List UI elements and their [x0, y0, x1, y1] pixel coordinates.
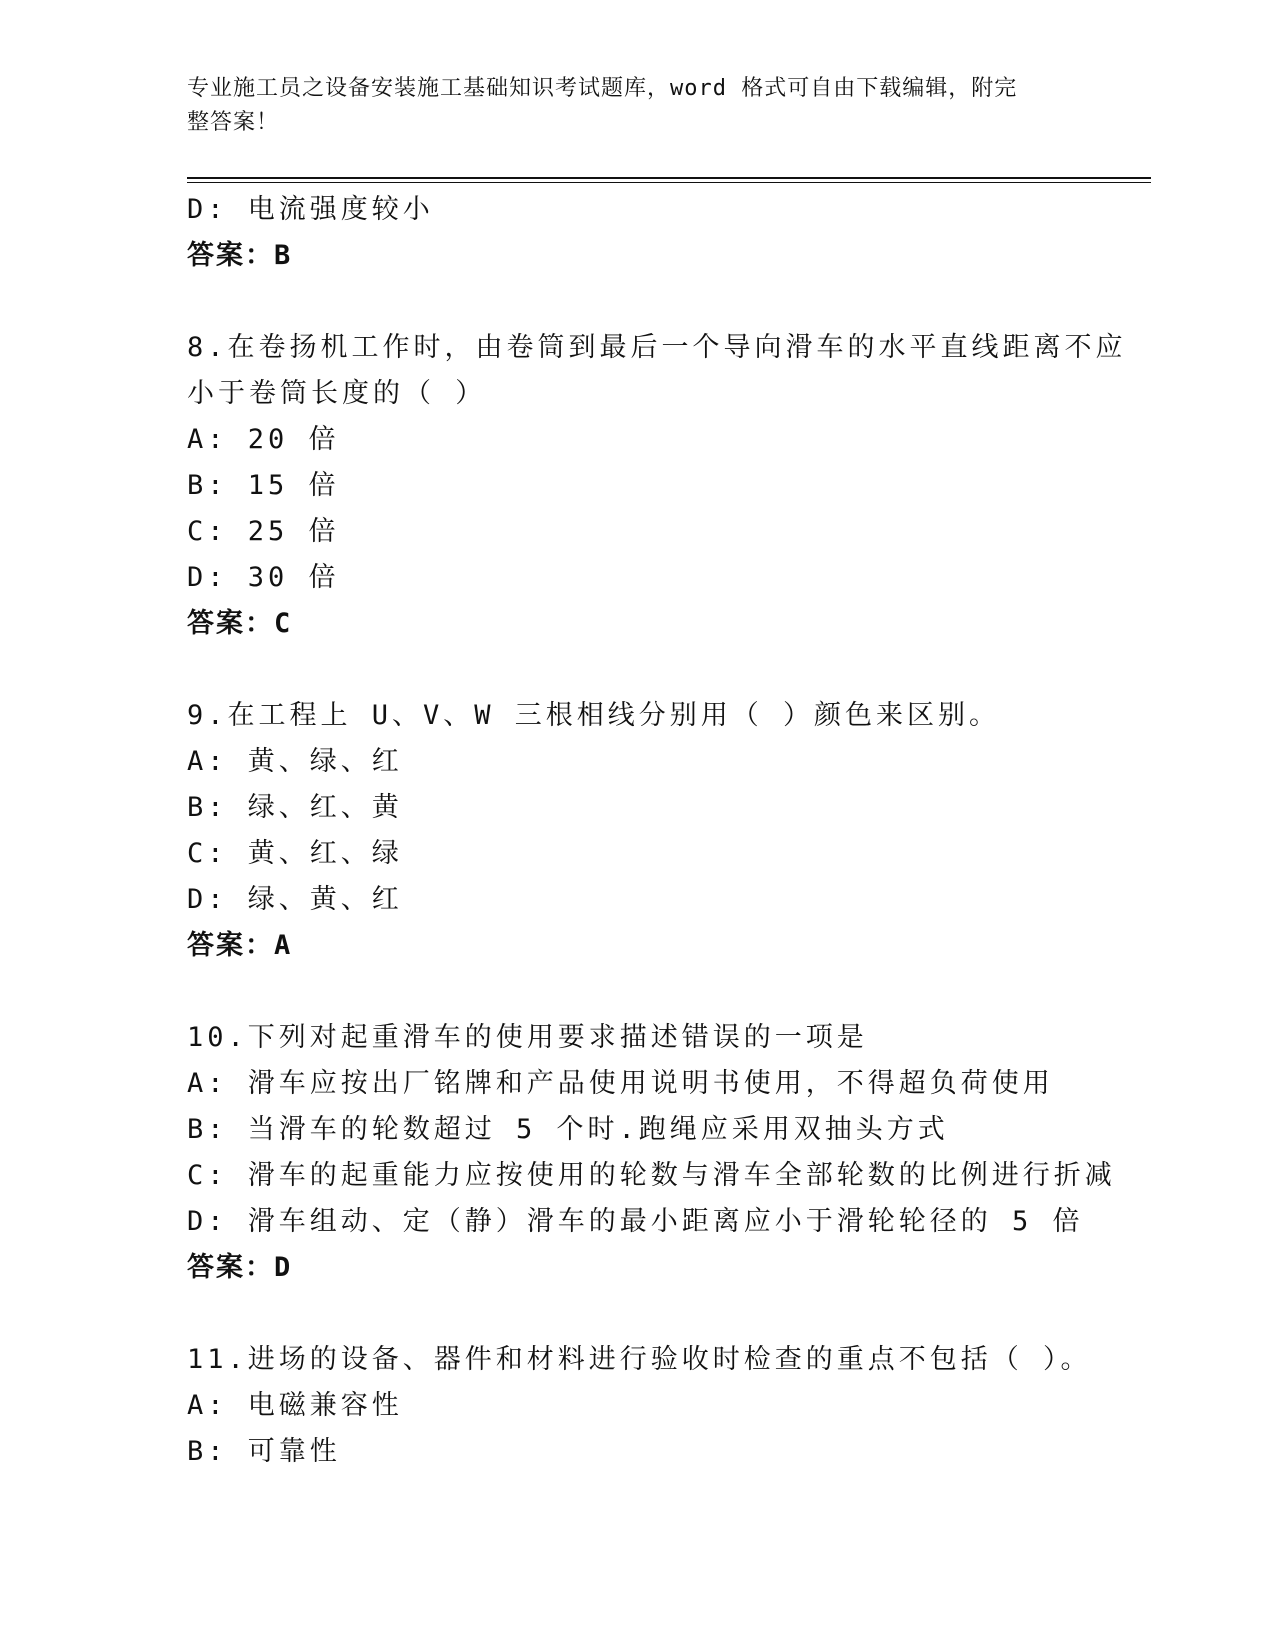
header-text-line1: 专业施工员之设备安装施工基础知识考试题库，word 格式可自由下载编辑，附完	[187, 76, 1018, 101]
option-c: C: 25 倍	[187, 516, 340, 547]
prev-question-tail	[187, 187, 1087, 279]
question-9	[187, 693, 1087, 969]
answer-line: 答案：B	[187, 240, 293, 271]
answer-line: 答案：A	[187, 930, 293, 961]
question-stem: 8.在卷扬机工作时，由卷筒到最后一个导向滑车的水平直线距离不应	[187, 332, 1127, 363]
option-b: B: 当滑车的轮数超过 5 个时.跑绳应采用双抽头方式	[187, 1114, 949, 1145]
answer-line: 答案：C	[187, 608, 293, 639]
option-a: A: 20 倍	[187, 424, 340, 455]
option-b: B: 绿、红、黄	[187, 792, 403, 823]
question-stem: 11.进场的设备、器件和材料进行验收时检查的重点不包括（ ）。	[187, 1344, 1092, 1375]
option-a: A: 黄、绿、红	[187, 746, 403, 777]
answer-line: 答案：D	[187, 1252, 293, 1283]
header-divider-thick	[187, 177, 1151, 179]
option-d: D: 绿、黄、红	[187, 884, 403, 915]
option-d: D: 30 倍	[187, 562, 340, 593]
question-stem: 10.下列对起重滑车的使用要求描述错误的一项是	[187, 1022, 868, 1053]
question-8	[187, 325, 1127, 647]
document-header	[187, 72, 1087, 140]
header-text-line2: 整答案！	[187, 110, 280, 135]
option-b: B: 可靠性	[187, 1436, 341, 1467]
option-c: C: 黄、红、绿	[187, 838, 403, 869]
question-10	[187, 1015, 1116, 1291]
option-a: A: 滑车应按出厂铭牌和产品使用说明书使用，不得超负荷使用	[187, 1068, 1054, 1099]
question-stem: 9.在工程上 U、V、W 三根相线分别用（ ）颜色来区别。	[187, 700, 1001, 731]
question-list	[187, 187, 1127, 1475]
option-d: D: 滑车组动、定（静）滑车的最小距离应小于滑轮轮径的 5 倍	[187, 1206, 1084, 1237]
option-a: A: 电磁兼容性	[187, 1390, 403, 1421]
option-b: B: 15 倍	[187, 470, 340, 501]
option-c: C: 滑车的起重能力应按使用的轮数与滑车全部轮数的比例进行折减	[187, 1160, 1116, 1191]
header-divider-thin	[187, 182, 1151, 183]
question-stem-continued: 小于卷筒长度的（ ）	[187, 378, 487, 409]
question-11	[187, 1337, 1092, 1475]
option-d: D: 电流强度较小	[187, 194, 434, 225]
